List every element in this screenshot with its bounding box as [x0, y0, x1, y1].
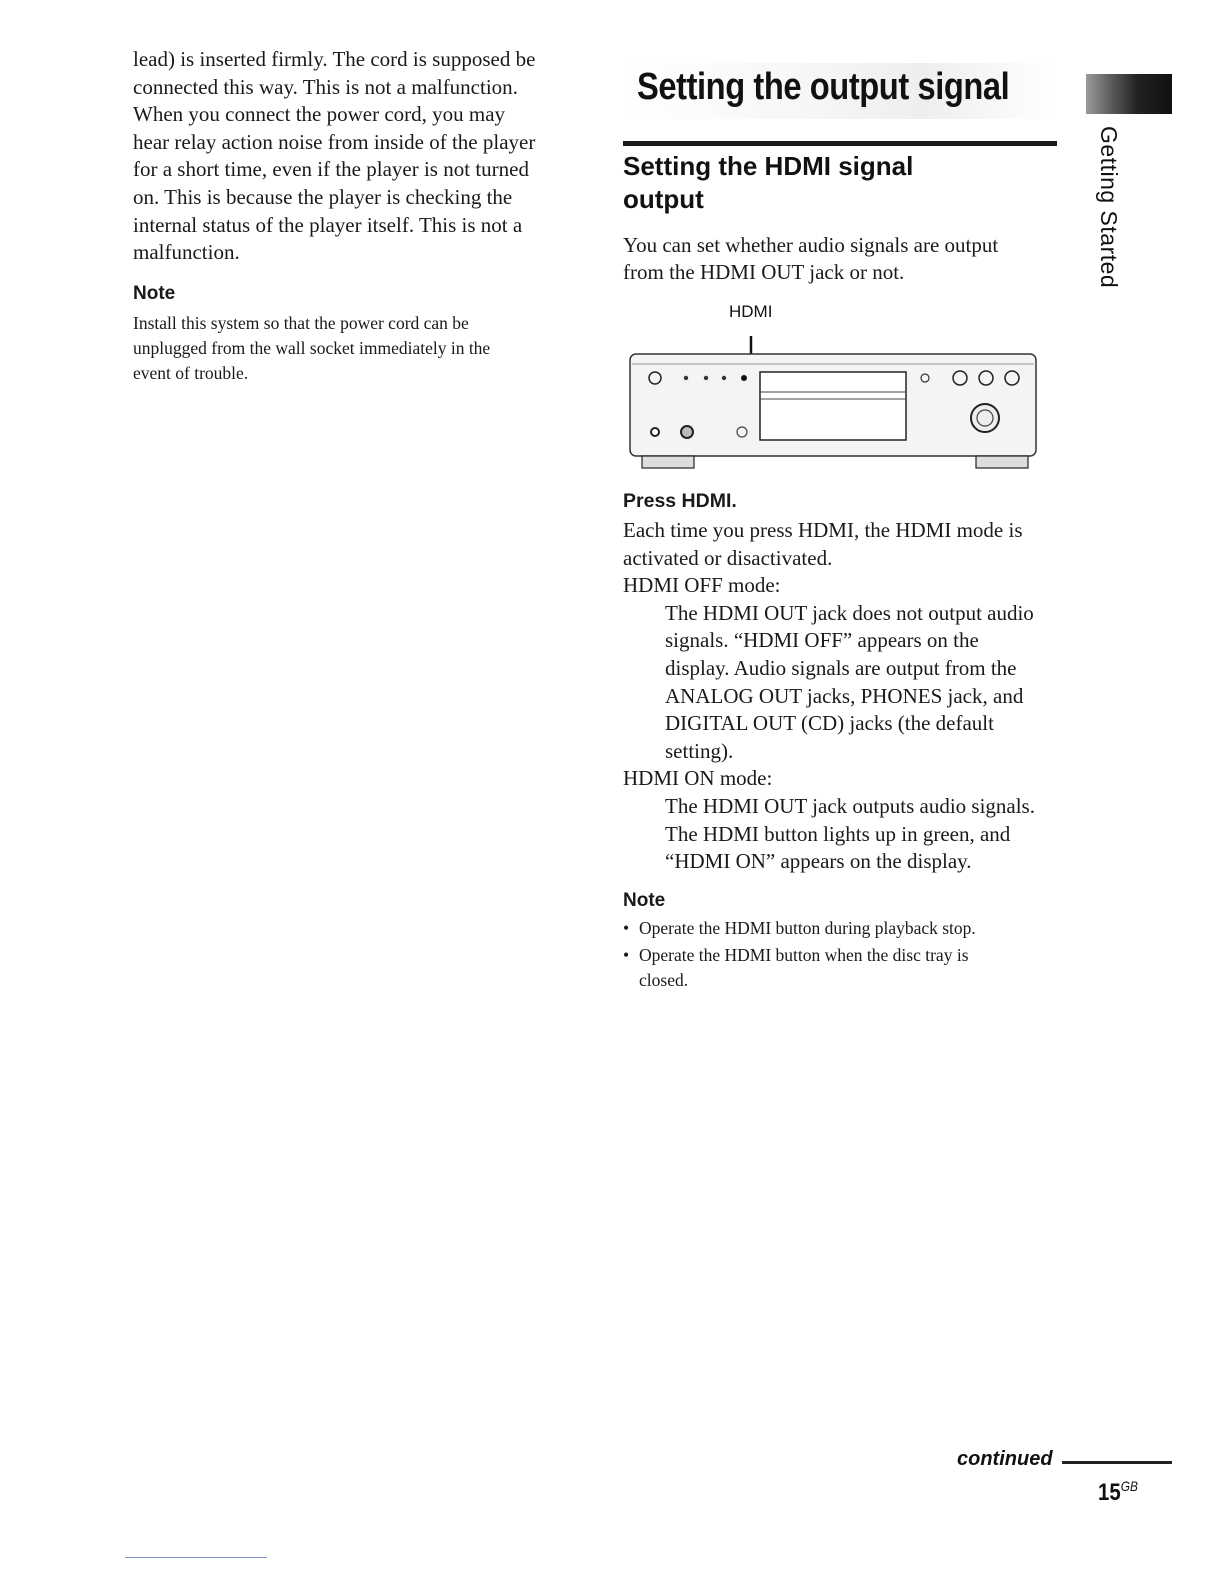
text-line: “HDMI ON” appears on the display.	[665, 849, 972, 874]
level-knob	[681, 426, 693, 438]
subsection-heading	[623, 150, 1043, 216]
text-line: setting).	[665, 738, 734, 763]
player-front-panel-illustration	[620, 296, 1050, 476]
jog-dial	[971, 404, 999, 432]
right-note-heading: Note	[623, 889, 666, 911]
page-number	[1098, 1478, 1138, 1507]
side-tab-label: Getting Started	[1096, 126, 1122, 289]
text-line: for a short time, even if the player is not turned	[133, 157, 529, 182]
bottom-rule	[125, 1557, 267, 1558]
off-mode-label: HDMI OFF mode:	[623, 573, 781, 598]
small-button	[704, 376, 708, 380]
text-line: DIGITAL OUT (CD) jacks (the default	[665, 711, 994, 736]
list-item	[623, 943, 1063, 993]
figure-hdmi-label: HDMI	[729, 302, 773, 321]
left-column	[133, 46, 573, 386]
left-note-text	[133, 311, 573, 386]
text-line: signals. “HDMI OFF” appears on the	[665, 628, 979, 653]
text-line: event of trouble.	[133, 362, 249, 383]
text-line: malfunction.	[133, 240, 240, 265]
off-mode-description	[623, 600, 1063, 766]
text-line: closed.	[639, 969, 689, 990]
page-number-value: 15	[1098, 1479, 1121, 1506]
text-line: ANALOG OUT jacks, PHONES jack, and	[665, 683, 1024, 708]
text-line: The HDMI button lights up in green, and	[665, 821, 1011, 846]
text-line: Operate the HDMI button during playback stop.	[639, 917, 976, 938]
small-button	[684, 376, 688, 380]
text-line: internal status of the player itself. This is not a	[133, 212, 523, 237]
heading-line: Setting the HDMI signal	[623, 151, 914, 181]
hdmi-button	[741, 375, 747, 381]
note-bullet-list	[623, 916, 1063, 993]
intro-text	[623, 232, 1063, 286]
text-line: lead) is inserted firmly. The cord is supposed be	[133, 47, 536, 71]
text-line: hear relay action noise from inside of the player	[133, 129, 536, 154]
press-instruction: Press HDMI.	[623, 490, 737, 512]
bullet-glyph: •	[623, 944, 630, 965]
text-line: Each time you press HDMI, the HDMI mode is	[623, 518, 1023, 542]
left-paragraph	[133, 46, 573, 267]
continued-rule	[1062, 1461, 1172, 1464]
text-line: from the HDMI OUT jack or not.	[623, 260, 905, 284]
text-line: activated or disactivated.	[623, 545, 833, 570]
text-line: Install this system so that the power cord can be	[133, 312, 469, 333]
phones-jack	[651, 428, 659, 436]
body-text	[623, 517, 1063, 572]
text-line: display. Audio signals are output from the	[665, 655, 1017, 680]
section-tab-marker	[1086, 74, 1172, 114]
bullet-glyph: •	[623, 917, 630, 938]
page-number-suffix: GB	[1120, 1478, 1138, 1494]
text-line: Operate the HDMI button when the disc tray is	[639, 944, 969, 965]
on-mode-label: HDMI ON mode:	[623, 766, 773, 791]
small-button	[722, 376, 726, 380]
text-line: unplugged from the wall socket immediately in the	[133, 337, 491, 358]
instruction-block	[623, 490, 1063, 995]
heading-rule	[623, 141, 1057, 146]
on-mode-description	[623, 793, 1063, 876]
list-item	[623, 916, 1063, 941]
right-foot	[976, 456, 1028, 468]
text-line: You can set whether audio signals are output	[623, 233, 999, 257]
continued-label: continued	[957, 1448, 1053, 1470]
text-line: The HDMI OUT jack outputs audio signals.	[665, 793, 1035, 818]
section-title: Setting the output signal	[637, 66, 1010, 108]
text-line: connected this way. This is not a malfunction.	[133, 74, 518, 99]
text-line: When you connect the power cord, you may	[133, 102, 506, 127]
text-line: The HDMI OUT jack does not output audio	[665, 600, 1034, 625]
disc-tray	[760, 372, 906, 440]
left-foot	[642, 456, 694, 468]
heading-line: output	[623, 184, 704, 214]
left-note-heading: Note	[133, 282, 176, 304]
text-line: on. This is because the player is checking the	[133, 184, 513, 209]
